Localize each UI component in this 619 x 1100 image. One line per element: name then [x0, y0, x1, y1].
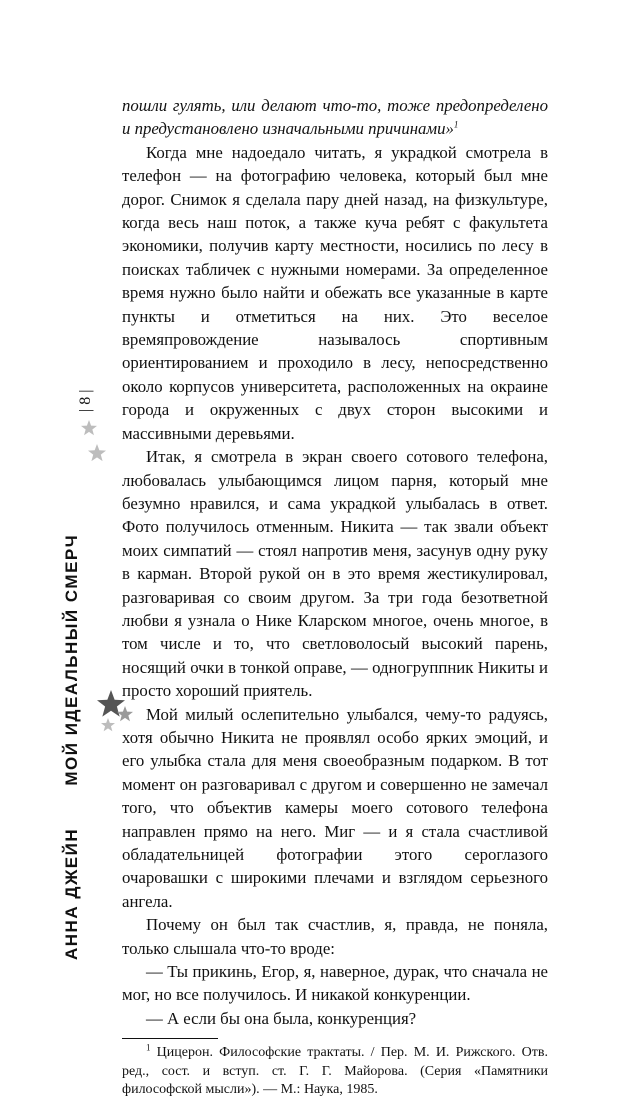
- running-head: [62, 380, 82, 960]
- small-star-icon: [88, 444, 106, 462]
- footnote: [122, 1044, 548, 1100]
- footnote-mark: 1: [453, 119, 459, 130]
- paragraph: Мой милый ослепительно улыбался, чему-то радуясь, хотя обычно Никита не проявлял особо ярких эмоций, и его улыбка стала для меня своеобразным подарком. В тот момент он разговаривал с другом и совершенно не замечал того, что объектив камеры моего сотового телефона направлен прямо на него. Миг — и я стала счастливой обладательницей фотографии этого сероглазого очаровашки с широкими плечами и взглядом серьезного ангела.: [122, 704, 548, 911]
- page-number: | 8 |: [77, 389, 94, 412]
- running-head-author: АННА ДЖЕЙН: [62, 827, 81, 960]
- small-star-icon: [81, 420, 97, 436]
- paragraph: Когда мне надоедало читать, я украдкой смотрела в телефон — на фотографию человека, который был мне дорог. Снимок я сделала пару дней назад, на физкультуре, когда весь наш поток, а также куча ребят с факультета экономики, получив карту местности, носились по лесу в поисках табличек с нужными номерами. За определенное время нужно было найти и обежать все указанные в карте пункты и отметиться на них. Это веселое времяпровождение называлось спортивным ориентированием и проходило в лесу, непосредственно около корпусов университета, расположенных на окраине города и окруженных с двух сторон высокими и массивными деревьями.: [122, 142, 548, 443]
- running-head-title: МОЙ ИДЕАЛЬНЫЙ СМЕРЧ: [62, 533, 81, 786]
- dialogue-line: — А если бы она была, конкуренция?: [146, 1008, 417, 1028]
- footnote-text: Цицерон. Философские трактаты. / Пер. М. И. Рижского. Отв. ред., сост. и вступ. ст. Г. Г. Майорова. (Серия «Памятники философской мысли»). — М.: Наука, 1985.: [122, 1045, 548, 1098]
- paragraph: Итак, я смотрела в экран своего сотового телефона, любовалась улыбающимся лицом парня, который мне безумно нравился, и сама украдкой улыбалась в ответ. Фото получилось отменным. Никита — так звали объект моих симпатий — стоял напротив меня, засунув одну руку в карман. Второй рукой он в это время жестикулировал, разговаривая со своим другом. За три года безответной любви я узнала о Нике Кларском многое, очень многое, в том числе и то, что светловолосый высокий парень, носящий очки в тонкой оправе, — одногруппник Никиты и просто хороший приятель.: [122, 447, 548, 701]
- quote-continuation: пошли гулять, или делают что-то, тоже предопределено и предустановлено изначальными причинами»$^1$: [122, 96, 548, 139]
- body-text: [122, 94, 548, 1100]
- dialogue-line: — Ты прикинь, Егор, я, наверное, дурак, что сначала не мог, но все получилось. И никакой конкуренции.: [122, 962, 548, 1005]
- small-star-icon: [101, 718, 115, 732]
- footnote-rule: [122, 1038, 218, 1039]
- footnote-number: 1: [146, 1042, 151, 1053]
- paragraph: Почему он был так счастлив, я, правда, не поняла, только слышала что-то вроде:: [122, 915, 548, 958]
